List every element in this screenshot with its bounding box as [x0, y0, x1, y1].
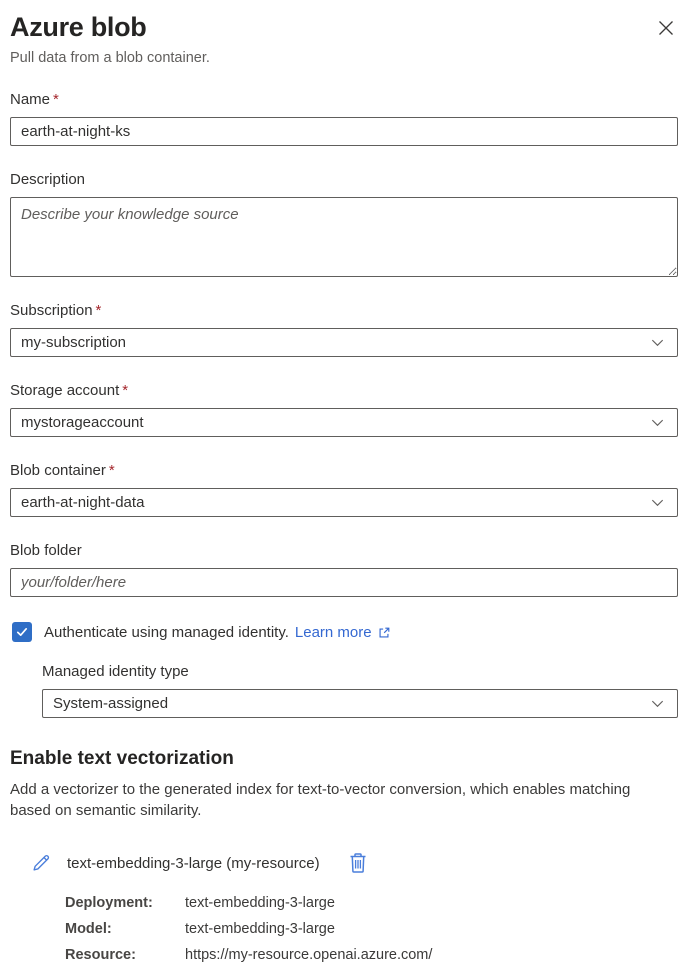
name-label — [10, 91, 678, 108]
page-subtitle: Pull data from a blob container. — [10, 50, 210, 66]
required-asterisk: * — [53, 91, 59, 108]
storage-account-label-text: Storage account — [10, 382, 120, 399]
storage-account-label — [10, 382, 678, 399]
close-button[interactable] — [654, 16, 678, 40]
identity-type-select[interactable] — [42, 689, 678, 718]
blob-container-selected-value: earth-at-night-data — [21, 494, 145, 511]
blob-container-select[interactable] — [10, 488, 678, 517]
subscription-field — [10, 302, 678, 357]
close-icon — [656, 18, 676, 38]
required-asterisk: * — [122, 382, 129, 399]
checkmark-icon — [15, 625, 29, 639]
blob-folder-label — [10, 542, 678, 559]
learn-more-link[interactable] — [295, 624, 391, 641]
blob-container-field — [10, 462, 678, 517]
identity-type-label-text: Managed identity type — [42, 663, 189, 680]
delete-vectorizer-button[interactable] — [348, 852, 368, 874]
external-link-icon — [377, 626, 391, 640]
subscription-selected-value: my-subscription — [21, 334, 127, 351]
description-textarea[interactable] — [10, 197, 678, 277]
blob-folder-input[interactable] — [10, 568, 678, 597]
name-input[interactable] — [10, 117, 678, 146]
auth-checkbox-row — [10, 622, 678, 642]
detail-label: Resource: — [65, 947, 136, 963]
vectorizer-details — [10, 895, 678, 963]
detail-label: Model: — [65, 921, 112, 937]
blob-container-label — [10, 462, 678, 479]
detail-value: https://my-resource.openai.azure.com/ — [185, 947, 433, 963]
blob-container-label-text: Blob container — [10, 462, 106, 479]
edit-vectorizer-button[interactable] — [30, 852, 52, 874]
detail-value: text-embedding-3-large — [185, 895, 335, 911]
trash-icon — [348, 852, 368, 874]
chevron-down-icon — [650, 415, 665, 430]
storage-account-select[interactable] — [10, 408, 678, 437]
blob-folder-field — [10, 542, 678, 597]
vectorization-section-description: Add a vectorizer to the generated index for text-to-vector conversion, which enables matching based on semantic similarity. — [10, 781, 631, 819]
chevron-down-icon — [650, 495, 665, 510]
description-field — [10, 171, 678, 277]
auth-checkbox-label: Authenticate using managed identity. — [44, 623, 289, 641]
description-label-text: Description — [10, 171, 86, 188]
managed-identity-checkbox[interactable] — [12, 622, 32, 642]
detail-row-deployment — [65, 895, 678, 911]
required-asterisk: * — [108, 462, 115, 479]
name-field — [10, 91, 678, 146]
required-asterisk: * — [95, 302, 102, 319]
vectorizer-row — [10, 852, 678, 874]
page-title: Azure blob — [10, 12, 147, 42]
identity-type-label — [42, 663, 678, 680]
subscription-select[interactable] — [10, 328, 678, 357]
blob-folder-label-text: Blob folder — [10, 542, 82, 559]
detail-label: Deployment: — [65, 895, 153, 911]
identity-type-section — [42, 663, 678, 718]
detail-row-model — [65, 921, 678, 937]
subscription-label — [10, 302, 678, 319]
pencil-icon — [30, 852, 52, 874]
detail-value: text-embedding-3-large — [185, 921, 335, 937]
chevron-down-icon — [650, 335, 665, 350]
vectorization-section-title: Enable text vectorization — [10, 748, 234, 769]
storage-account-field — [10, 382, 678, 437]
storage-account-selected-value: mystorageaccount — [21, 414, 144, 431]
detail-row-resource — [65, 947, 678, 963]
learn-more-label: Learn more — [294, 623, 372, 641]
description-label — [10, 171, 678, 188]
subscription-label-text: Subscription — [10, 302, 93, 319]
identity-type-selected-value: System-assigned — [53, 695, 169, 712]
name-label-text: Name — [10, 91, 51, 108]
vectorizer-name: text-embedding-3-large (my-resource) — [67, 854, 320, 872]
chevron-down-icon — [650, 696, 665, 711]
